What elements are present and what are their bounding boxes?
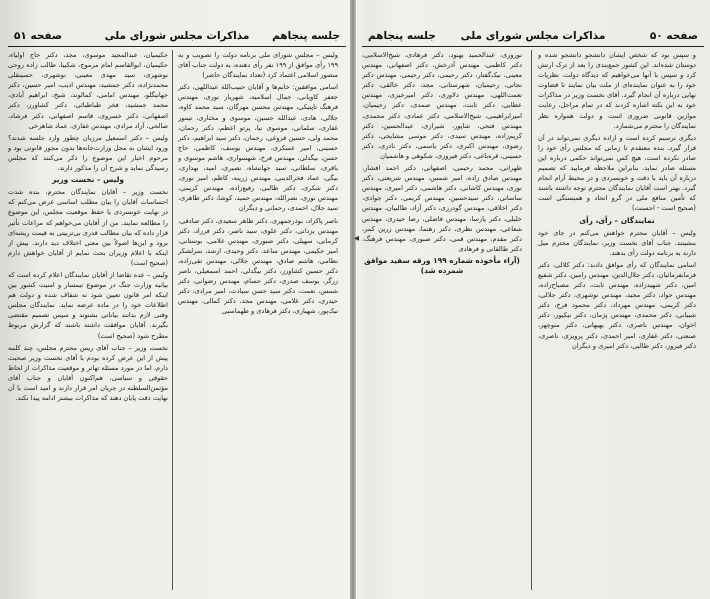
left-page-column-left xyxy=(8,50,168,595)
left-page-header xyxy=(8,28,346,47)
paragraph: اسامی موافقین: خانم‌ها و آقایان حبیب‌الله عبداللهی، دکتر جعفر کاویانی، جمال اسلامیه، شهریار نوری، مهندس فرهنگ تاپتیکی، مهندس محسن مهرگان، سید محمد کاوه، جلالی، هادی، عبدالله حسین، موسوی و مختاری، تیمور غفاری، سلمانی، موسوی نیا، پرتو اعظم، دکتر رحمان، محمد ولی، حسین فروغی، رحمان، دکتر سید ابراهیم، دکتر حسینی، امیر عسکری، مهندس یوسف، کاظمی، حاج حسن، بیگدلی، مهندس فرخ، شهسواری، هاشم موسوی و باقری، سلطانی، سید جهانشاه، نصیری، امید، بهداری، بیگی، عماد فخرالدینی، مهندس زرینه، کاظم، امیر نوری، دکتر شکری، دکتر طالبی، رفیع‌زاده، مهندس کریمی، مهندس نوری، نصرالله، مهندس حمید، کوشا، دکتر طاهری، سید جلال، احمدی، رحمانی و دیگران xyxy=(178,83,338,213)
paragraph: اسامی نمایندگان که رأی موافق دادند: دکتر کلالی، دکتر فرمانفرمائیان، دکتر جلال‌الدین، مهندس رامین، دکتر شفیع امین، دکتر شهیدزاده، مهندس ثابت، دکتر مصباح‌زاده، مهندس جواد، دکتر مجید، مهندس نوشهری، دکتر جلالی، دکتر کریمی، مهندس مهرداد، دکتر محمود فرخ، دکتر شیبانی، دکتر محمدی، مهندس پژمان، دکتر نیکپور، دکتر اخوان، مهندس ناصری، دکتر بهبهانی، دکتر منوچهر، صنعتی، دکتر غفاری، امیر احمدی، دکتر پرویزی، ناصری، دکتر فیروز، دکتر طالبی، دکتر امیری و دیگران xyxy=(538,260,696,350)
right-page-session: جلسه پنجاهم xyxy=(368,30,436,42)
right-column-divider xyxy=(531,50,532,590)
right-page xyxy=(354,0,710,599)
speaker-heading: نمایندگان – رأی، رأی xyxy=(579,215,655,225)
left-page-number: صفحه ۵۱ xyxy=(14,30,63,42)
paragraph: حکیمیان، عبدالمجید موسوی، مجد، دکتر حاج اولیاء، حکیمیان، ابوالقاسم امام مرموج، شکیبا، طالب زاده روحی بوشهری، سید مهدی معینی، نوشهری، حسینقلی محمدنژاده، دکتر جمشید، مهندس ادیب، امیر حسین، دکتر جهانبگلو، مهندس امامی، کمالوند، شیخ، ابراهیم آبادی، محمد جمشید، فخر طباطبائی، دکتر کشاورز، دکتر اصفهانی، دکتر خسروی، قاسم اصفهانی، دکتر فرشاد، صالحی، آزاد مرادی، مهندس غفاری، عماد شاهرخی xyxy=(8,51,168,130)
paragraph: و سپس بود که شخص ایشان دانشجو دانشجو شده و دوستان شده‌اند. این کشور جمع‌بندی را بعد از ترک ارتش کرد و سپس با آنها می‌خواهیم که دیدگاه دولت، نظریات خود را به عنوان نماینده‌ای از ملت بیان نمایند تا قضاوت نهایی درباره آن انجام گیرد. آقای نخست وزیر در مذاکرات خود به این نکته اشاره کردند که در تمام مراحل، رعایت موازین قانونی ضروری است و دولت همواره نظر نمایندگان را محترم می‌شمارد. xyxy=(538,51,696,130)
right-page-number: صفحه ۵۰ xyxy=(649,30,698,42)
margin-arrow-icon: ◂ xyxy=(354,233,360,244)
left-page-session: جلسه پنجاهم xyxy=(272,30,340,42)
paragraph: ولیس – دکتر اسمعیل مرزبان چطور وارد جلسه شدند؟ ورود ایشان به محل وزارت‌خانه‌ها بدون مجوز قانونی بود و مرحوم اخبار این موضوع را ذکر می‌کنند که مجلس رسیدگی نماید و شرح آن را مذکور دارند. xyxy=(8,133,168,173)
paragraph: نوروزی، عبدالحمید بهنود، دکتر فرهادی، شیخ‌الاسلامی، دکتر کاظمی، مهندس آذرخش، دکتر اصفهانی، مهندس معینی، نیک‌گفتار، دکتر رحیمی، دکتر رحیمی، مهندس دکتر نجاتی، رحیمیان، شهرستانی، مجد، دکتر خالقی، دکتر نعمت‌اللهی، مهندس دلاوری، دکتر امیرخیزی، مهندس عطایی، دکتر ثابت، مهندس صمدی، دکتر رحیمیان، امیرابراهیمی، شیخ‌الاسلامی، دکتر عمادی، دکتر محمدی، مهندس فتحی، شاپور، شیرازی، عبدالحسین، دکتر کریم‌زاده، مهندس سیدی، دکتر موسی مشایخی، دکتر رضوی، مهندس اکبری، دکتر یاسمی، دکتر نادری، دکتر حسینی، قره‌باغی، دکتر فیروزی، شکوهی و هاشمیان xyxy=(362,51,522,160)
left-column-divider xyxy=(172,50,173,590)
left-page-column-right xyxy=(178,50,338,595)
paragraph: ولیس – آقایان محترم خواهش می‌کنم در جای خود بنشینند. جناب آقای نخست وزیر، نمایندگان محترم میل دارند به برنامه دولت رأی بدهند. xyxy=(538,228,696,257)
speaker-heading: ولیس – نخست وزیر xyxy=(52,175,124,185)
paragraph: طهرانی، محمد رحیمی، اصفهانی، دکتر احمد افشار، مهندس صادق زاده، امیر شمس، مهندس شریعتی، دکتر نوری، مهندس کاشانی، دکتر هاشمی، دکتر امیری، مهندس ساسانی، دکتر سیدحسین، مهندس کریمی، دکتر جوادی، دکتر اخلاقی، مهندس گودرزی، دکتر آزاد، طالبیان، مهندس خلیلی، دکتر پارسا، مهندس فاضلی، رضا حیدری، مهندس شعاعی، مهندس نظری، دکتر رهنما، مهندس زرین کمر، دکتر مقدم، مهندس قمی، دکتر صبوری، مهندس فرهنگ، دکتر طالقانی و فرهادی xyxy=(362,164,522,253)
paragraph: ولیس – مجلس شورای ملی برنامه دولت را تصویب و به ۱۹۹ رأی موافق از ۱۹۹ نفر رأی دهنده، به دولت جناب آقای منصور اسلامی اعتماد کرد (تعداد نمایندگان حاضر) xyxy=(178,51,338,80)
right-page-title: مذاکرات مجلس شورای ملی xyxy=(460,30,606,42)
paragraph: ناصر پاکزاد، بوذرجمهری، دکتر طاهر سعیدی، دکتر صادقی، مهندس یزدانی، دکتر علوی، سید ناصر، دکتر فرزاد، دکتر کرمانی، سهیلی، دکتر صبوری، مهندس غلامی، بوستانی، امیر حکیمی، مهندس ساعد، دکتر وحیدی، ارشد، سرلشکر نظامی، هاشم صادق، مهندس جلالی، مهندس تقی‌زاده، دکتر حسین کشاورز، دکتر بیگدلی، احمد اسمعیلی، ناصر زرگر، یوسف صدری، دکتر حسام، مهندس رضوانی، دکتر شمس، نعمت، دکتر سید حسن سیادت، امیر مرادی، دکتر حیدری، دکتر غلامی، مهندس مجد، دکتر کمالی، مهندس نیک‌پور، شهبازی، دکتر فرهادی و طهماسبی xyxy=(178,216,338,316)
left-page xyxy=(0,0,352,599)
right-page-header xyxy=(362,28,704,47)
paragraph: نخست وزیر – آقایان نمایندگان محترم، بنده شدت احساسات آقایان را بیان مطلب اساسی عرض می‌کنم که در نهایت خونسردی با حفظ موقعیت مجلس، این موضوع را مطالعه نمایند. من از آقایان می‌خواهم که مراعات تأثیر قرار داده که بیان مطالب قدری بی‌تربیتی به قیمت ریشه‌ای برود و این‌ها اصولاً بین معنی اختلاف دید دارند. بیش از اینکه با اعلام وزیران بحث نمایم از آقایان خواهش دارم (صحیح است) xyxy=(8,188,168,267)
paragraph: دیگری ترسیم کرده است و اراده دیگری نمی‌تواند در آن قرار گیرد. بنده معتقدم تا زمانی که مجلس رأی خود را صادر نکرده است، هیچ کس نمی‌تواند حکمی درباره این مسئله صادر نماید. بنابراین ملاحظه فرمایید که تصمیم درباره آن باید با دقت و خونسردی و در محیط آرام انجام گیرد. بهتر است آقایان نمایندگان محترم توجه داشته باشند که تأمین منافع ملی در گرو اتحاد و همبستگی است (صحیح است - احسنت) xyxy=(538,133,696,213)
vote-note: (آراء مأخوذه شماره ۱۹۹ ورقه سفید موافق شمرده شد) xyxy=(364,255,520,275)
right-page-column-right xyxy=(538,50,696,595)
right-page-column-left xyxy=(362,50,522,595)
left-page-title: مذاکرات مجلس شورای ملی xyxy=(104,30,250,42)
paragraph: ولیس – عده تقاضا از آقایان نمایندگان اعلام کرده است که بیانیه وزارت جنگ در موضوع تیمسار و امنیت کشور بین اینکه امر قانون تعیین شود نه شفاف شده و دولت هم اطلاعات خود را در ماده عرضه نماید. نمایندگان مجلس وقتی لازم بدانند بیاناتی بشنوند و سپس تصمیم مقتضی بگیرند. آقایان موافقت داشته باشند که گزارش مربوط مطرح شود (صحیح است) xyxy=(8,270,168,340)
paragraph: نخست وزیر – جناب آقای ریس محترم مجلس، چند کلمه پیش از این عرض کرده بودم با آقای نخست وزیر صحبت دارم، اما در مورد مسئله تهاتر و موقعیت مذاکرات از لحاظ حقوقی و سیاسی، هم‌اکنون آقایان و جناب آقای مؤتمن‌السلطنه در جریان امر قرار دارند و امید است با آن نهایت دقت پایان دهند که مذاکرات بیشتر ادامه پیدا نکند. xyxy=(8,343,168,403)
